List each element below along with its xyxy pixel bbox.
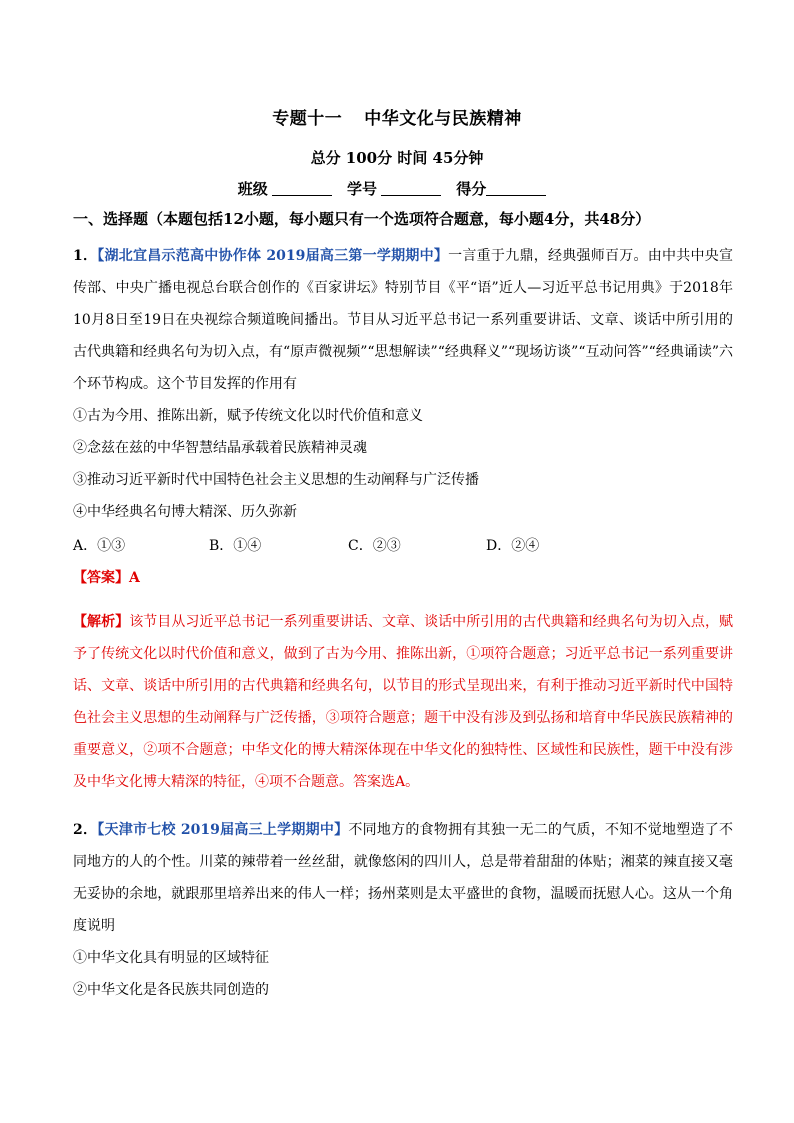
question-2-item: ①中华文化具有明显的区域特征 xyxy=(73,950,269,966)
exam-meta: 总分 100分 时间 45分钟 xyxy=(310,149,484,167)
question-1-item: ②念兹在兹的中华智慧结晶承载着民族精神灵魂 xyxy=(73,440,367,456)
question-1-option-d: D．②④ xyxy=(486,538,540,554)
analysis-text: 该节目从习近平总书记一系列重要讲话、文章、谈话中所引用的古代典籍和经典名句为切入点，赋予了传统文化以时代价值和意义，做到了古为今用、推陈出新，①项符合题意；习近平总书记一系列重要讲话、文章、谈话中所引用的古代典籍和经典名句，以节目的形式呈现出来，有利于推动习近平新时代中国特色社会主义思想的生动阐释与广泛传播，③项符合题意；题干中没有涉及到弘扬和培育中华民族民族精神的重要意义，②项不合题意；中华文化的博大精深体现在中华文化的独特性、区域性和民族性，题干中没有涉及中华文化博大精深的特征，④项不合题意。答案选A。 xyxy=(73,614,734,790)
question-2-item: ②中华文化是各民族共同创造的 xyxy=(73,982,269,998)
question-1-option-b: B．①④ xyxy=(209,538,262,554)
question-1-stem xyxy=(73,240,733,400)
class-label: 班级 xyxy=(237,180,268,198)
question-1-option-c: C．②③ xyxy=(348,538,401,554)
question-1-item: ③推动习近平新时代中国特色社会主义思想的生动阐释与广泛传播 xyxy=(73,472,479,488)
question-2-text: 不同地方的食物拥有其独一无二的气质，不知不觉地塑造了不同地方的人的个性。川菜的辣带着一丝丝甜，就像悠闲的四川人，总是带着甜甜的体贴；湘菜的辣直接又毫无妥协的余地，就跟那里培养出来的伟人一样；扬州菜则是太平盛世的食物，温暖而抚慰人心。这从一个角度说明 xyxy=(73,822,733,934)
question-1-option-a: A．①③ xyxy=(73,538,126,554)
class-blank xyxy=(272,181,332,196)
question-2-number: 2． xyxy=(73,822,98,838)
title-part1: 专题十一 xyxy=(272,109,343,129)
question-1-item: ①古为今用、推陈出新，赋予传统文化以时代价值和意义 xyxy=(73,408,423,424)
number-label: 学号 xyxy=(346,180,377,198)
analysis-label: 【解析】 xyxy=(73,614,130,630)
score-label: 得分 xyxy=(456,180,487,198)
section-heading: 一、选择题（本题包括12小题，每小题只有一个选项符合题意，每小题4分，共48分） xyxy=(73,210,651,228)
question-1-text: 一言重于九鼎，经典强师百万。由中共中央宣传部、中央广播电视总台联合创作的《百家讲坛》特别节目《平“语”近人—习近平总书记用典》于2018年10月8日至19日在央视综合频道晚间播出。节目从习近平总书记一系列重要讲话、文章、谈话中所引用的古代典籍和经典名句为切入点，有“原声微视频”“思想解读”“经典释义”“现场访谈”“互动问答”“经典诵读”六个环节构成。这个节目发挥的作用有 xyxy=(73,248,733,392)
question-1-item: ④中华经典名句博大精深、历久弥新 xyxy=(73,504,297,520)
question-2-source: 【天津市七校 2019届高三上学期期中】 xyxy=(97,822,349,838)
question-1-source: 【湖北宜昌示范高中协作体 2019届高三第一学期期中】 xyxy=(97,248,449,264)
question-1-analysis xyxy=(73,606,733,798)
number-blank xyxy=(381,181,441,196)
student-info-line xyxy=(0,178,794,199)
question-2-stem xyxy=(73,814,733,942)
answer-value: A xyxy=(129,570,140,586)
page-title xyxy=(0,104,794,129)
score-blank xyxy=(486,181,546,196)
question-1-answer xyxy=(73,564,140,592)
question-1-number: 1． xyxy=(73,248,98,264)
answer-label: 【答案】 xyxy=(73,570,129,586)
title-part2: 中华文化与民族精神 xyxy=(364,109,522,129)
